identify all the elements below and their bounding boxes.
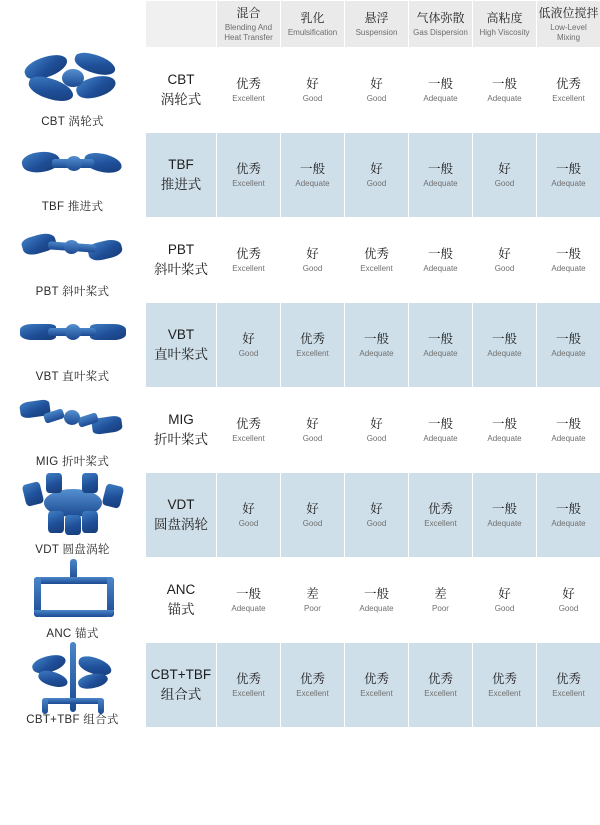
rating-cell: [281, 558, 345, 643]
row-label-line2: 推进式: [160, 177, 202, 192]
rating-cell: [281, 133, 345, 218]
rating-cell: [537, 558, 600, 643]
column-header-en: Blending And Heat Transfer: [224, 22, 273, 42]
rating-cell: [473, 643, 537, 728]
rating-cell: [217, 48, 281, 133]
rating-en: Good: [366, 519, 387, 528]
column-header-emulsification: [281, 1, 345, 48]
rating-cn: 优秀: [491, 672, 517, 686]
rating-cn: 一般: [491, 77, 517, 91]
rating-cn: 优秀: [235, 162, 261, 176]
impeller-caption: CBT+TBF 组合式: [26, 714, 119, 726]
table-row: [146, 218, 600, 303]
rating-en: Adequate: [551, 519, 586, 528]
rating-cell: [281, 643, 345, 728]
impeller-cell-tbf: [0, 132, 145, 217]
rating-en: Adequate: [551, 179, 586, 188]
row-label-vdt: [146, 473, 217, 558]
rating-cn: 一般: [427, 247, 453, 261]
impeller-caption: VDT 圆盘涡轮: [35, 543, 110, 556]
row-label-line2: 圆盘涡轮: [154, 517, 208, 532]
rating-cell: [345, 133, 409, 218]
rating-cn: 一般: [427, 332, 453, 346]
rating-cn: 优秀: [363, 672, 389, 686]
rating-cell: [473, 388, 537, 473]
rating-cn: 优秀: [235, 77, 261, 91]
rating-cell: [281, 218, 345, 303]
rating-cell: [473, 473, 537, 558]
column-header-cn: 乳化: [300, 10, 325, 25]
rating-cn: 优秀: [555, 672, 581, 686]
row-label-line2: 斜叶桨式: [154, 262, 208, 277]
rating-en: Good: [302, 264, 323, 273]
table-row: [146, 48, 600, 133]
row-label-cbt: [146, 48, 217, 133]
rating-en: Poor: [432, 604, 449, 613]
rating-cell: [345, 303, 409, 388]
rating-cn: 一般: [555, 417, 581, 431]
rating-en: Adequate: [487, 519, 522, 528]
rating-cell: [537, 48, 600, 133]
rating-en: Good: [302, 94, 323, 103]
rating-cn: 优秀: [555, 77, 581, 91]
rating-en: Good: [494, 604, 515, 613]
rating-cell: [409, 473, 473, 558]
rating-cell: [473, 133, 537, 218]
rating-cell: [281, 303, 345, 388]
table-row: [146, 388, 600, 473]
impeller-cell-cbt-tbf: [0, 642, 145, 727]
rating-en: Excellent: [232, 94, 265, 103]
rating-cn: 一般: [491, 502, 517, 516]
rating-cn: 好: [370, 502, 383, 516]
rating-cn: 差: [434, 587, 447, 601]
rating-cn: 一般: [555, 247, 581, 261]
table-row: [146, 133, 600, 218]
rating-en: Good: [302, 519, 323, 528]
column-header-en: Emulsification: [287, 27, 338, 37]
row-label-line2: 涡轮式: [160, 92, 202, 107]
rating-cell: [409, 303, 473, 388]
row-label-cbt-tbf: [146, 643, 217, 728]
rating-cn: 一般: [299, 162, 325, 176]
impeller-comparison-table: [145, 0, 600, 728]
rating-en: Excellent: [360, 264, 393, 273]
rating-cell: [217, 388, 281, 473]
rating-cell: [537, 218, 600, 303]
impeller-caption: CBT 涡轮式: [41, 115, 104, 128]
rating-en: Good: [494, 264, 515, 273]
rating-en: Adequate: [359, 604, 394, 613]
row-label-line2: 锚式: [167, 602, 195, 617]
rating-cn: 好: [370, 417, 383, 431]
rating-en: Excellent: [232, 179, 265, 188]
row-label-vbt: [146, 303, 217, 388]
rating-cn: 优秀: [299, 332, 325, 346]
rating-en: Good: [238, 349, 259, 358]
rating-en: Adequate: [423, 349, 458, 358]
rating-cn: 一般: [363, 587, 389, 601]
rating-en: Excellent: [488, 689, 521, 698]
rating-en: Poor: [304, 604, 321, 613]
table-corner-cell: [146, 1, 217, 48]
column-header-low-level-mixing: [537, 1, 600, 48]
rating-cell: [217, 218, 281, 303]
row-label-line1: VDT: [167, 497, 195, 512]
rating-en: Adequate: [359, 349, 394, 358]
rating-cn: 一般: [491, 332, 517, 346]
rating-en: Adequate: [551, 434, 586, 443]
rating-cell: [217, 133, 281, 218]
cbt-tbf-combined-impeller-icon: [18, 642, 128, 705]
rating-cell: [217, 303, 281, 388]
table-body: [146, 48, 600, 728]
row-label-tbf: [146, 133, 217, 218]
rating-cn: 一般: [555, 162, 581, 176]
rating-cell: [537, 473, 600, 558]
row-label-mig: [146, 388, 217, 473]
rating-cell: [217, 473, 281, 558]
row-label-line1: VBT: [167, 327, 195, 342]
rating-cn: 好: [498, 247, 511, 261]
rating-cn: 好: [370, 162, 383, 176]
rating-en: Excellent: [424, 689, 457, 698]
row-label-line1: TBF: [168, 157, 194, 172]
column-header-gas-dispersion: [409, 1, 473, 48]
rating-en: Good: [302, 434, 323, 443]
pbt-pitched-blade-impeller-icon: [18, 221, 128, 277]
column-header-en: Gas Dispersion: [413, 27, 468, 37]
column-header-suspension: [345, 1, 409, 48]
rating-cell: [217, 558, 281, 643]
rating-cell: [473, 303, 537, 388]
impeller-caption: PBT 斜叶桨式: [35, 285, 110, 298]
row-label-line1: PBT: [167, 242, 195, 257]
impeller-caption: VBT 直叶桨式: [35, 370, 110, 383]
impeller-cell-mig: [0, 387, 145, 472]
rating-cn: 差: [306, 587, 319, 601]
rating-cell: [217, 643, 281, 728]
rating-cell: [345, 48, 409, 133]
rating-cn: 一般: [427, 77, 453, 91]
rating-en: Adequate: [295, 179, 330, 188]
rating-cn: 优秀: [427, 672, 453, 686]
column-header-en: Suspension: [355, 27, 398, 37]
rating-cell: [537, 388, 600, 473]
table-row: [146, 643, 600, 728]
rating-cell: [473, 218, 537, 303]
rating-en: Adequate: [487, 349, 522, 358]
rating-cn: 好: [562, 587, 575, 601]
impeller-cell-anc: [0, 557, 145, 642]
column-header-cn: 高粘度: [486, 10, 523, 25]
rating-cn: 一般: [235, 587, 261, 601]
column-header-cn: 混合: [236, 5, 261, 20]
impeller-caption: TBF 推进式: [41, 200, 104, 213]
column-header-cn: 气体弥散: [416, 10, 465, 25]
rating-cell: [537, 643, 600, 728]
column-header-cn: 悬浮: [364, 10, 389, 25]
rating-en: Excellent: [552, 94, 585, 103]
rating-cn: 一般: [427, 417, 453, 431]
rating-cn: 一般: [427, 162, 453, 176]
rating-cell: [409, 218, 473, 303]
rating-en: Adequate: [423, 434, 458, 443]
rating-cell: [345, 558, 409, 643]
row-label-line2: 组合式: [160, 687, 202, 702]
image-column-header-spacer: [0, 0, 145, 47]
rating-en: Adequate: [423, 179, 458, 188]
rating-en: Good: [558, 604, 579, 613]
row-label-line2: 直叶桨式: [154, 347, 208, 362]
column-header-en: Low-Level Mixing: [550, 22, 587, 42]
rating-en: Good: [366, 434, 387, 443]
table-header: [146, 1, 600, 48]
row-label-line1: CBT: [167, 72, 195, 87]
rating-en: Adequate: [423, 264, 458, 273]
impeller-cell-vbt: [0, 302, 145, 387]
rating-en: Excellent: [232, 434, 265, 443]
rating-cn: 好: [306, 502, 319, 516]
rating-en: Excellent: [552, 689, 585, 698]
rating-cn: 优秀: [235, 417, 261, 431]
rating-cell: [409, 388, 473, 473]
rating-cn: 好: [370, 77, 383, 91]
row-label-line1: CBT+TBF: [150, 667, 212, 682]
table-row: [146, 558, 600, 643]
rating-en: Excellent: [424, 519, 457, 528]
rating-en: Good: [366, 179, 387, 188]
rating-en: Good: [238, 519, 259, 528]
rating-cell: [409, 133, 473, 218]
rating-cell: [409, 643, 473, 728]
cbt-turbine-impeller-icon: [18, 51, 128, 107]
anc-anchor-impeller-icon: [18, 559, 128, 619]
rating-cn: 好: [242, 332, 255, 346]
rating-en: Good: [366, 94, 387, 103]
rating-cell: [345, 218, 409, 303]
rating-cn: 好: [498, 587, 511, 601]
tbf-propeller-impeller-icon: [18, 136, 128, 192]
impeller-cell-pbt: [0, 217, 145, 302]
table-row: [146, 303, 600, 388]
rating-en: Adequate: [487, 434, 522, 443]
rating-cn: 一般: [491, 417, 517, 431]
rating-en: Excellent: [232, 689, 265, 698]
rating-cn: 好: [306, 77, 319, 91]
rating-cn: 好: [306, 247, 319, 261]
rating-cell: [281, 388, 345, 473]
column-header-high-viscosity: [473, 1, 537, 48]
column-header-en: High Viscosity: [479, 27, 530, 37]
impeller-cell-vdt: [0, 472, 145, 557]
rating-cell: [345, 388, 409, 473]
vdt-disc-turbine-impeller-icon: [18, 473, 128, 535]
rating-cn: 好: [242, 502, 255, 516]
rating-en: Excellent: [296, 349, 329, 358]
rating-cell: [409, 558, 473, 643]
row-label-line1: MIG: [168, 412, 194, 427]
rating-cell: [409, 48, 473, 133]
rating-en: Excellent: [232, 264, 265, 273]
rating-cn: 一般: [555, 332, 581, 346]
rating-cell: [281, 473, 345, 558]
rating-cell: [281, 48, 345, 133]
rating-en: Excellent: [360, 689, 393, 698]
row-label-line2: 折叶桨式: [154, 432, 208, 447]
rating-cell: [345, 473, 409, 558]
rating-en: Good: [494, 179, 515, 188]
rating-cn: 好: [498, 162, 511, 176]
mig-folded-blade-impeller-icon: [18, 391, 128, 447]
rating-cell: [537, 303, 600, 388]
rating-cn: 优秀: [299, 672, 325, 686]
rating-en: Excellent: [296, 689, 329, 698]
rating-cn: 好: [306, 417, 319, 431]
rating-cell: [537, 133, 600, 218]
impeller-caption: MIG 折叶桨式: [35, 455, 110, 468]
impeller-caption: ANC 锚式: [46, 627, 99, 640]
column-header-mixing: [217, 1, 281, 48]
table-row: [146, 473, 600, 558]
rating-cn: 优秀: [235, 672, 261, 686]
rating-cn: 一般: [363, 332, 389, 346]
rating-en: Adequate: [423, 94, 458, 103]
vbt-flat-blade-impeller-icon: [18, 306, 128, 362]
impeller-cell-cbt: [0, 47, 145, 132]
rating-cn: 优秀: [235, 247, 261, 261]
rating-cn: 优秀: [427, 502, 453, 516]
rating-en: Adequate: [551, 264, 586, 273]
rating-en: Adequate: [487, 94, 522, 103]
impeller-image-column: [0, 0, 145, 825]
row-label-pbt: [146, 218, 217, 303]
rating-cell: [345, 643, 409, 728]
rating-en: Adequate: [231, 604, 266, 613]
rating-cn: 一般: [555, 502, 581, 516]
row-label-anc: [146, 558, 217, 643]
rating-en: Adequate: [551, 349, 586, 358]
row-label-line1: ANC: [166, 582, 196, 597]
rating-cn: 优秀: [363, 247, 389, 261]
rating-cell: [473, 48, 537, 133]
column-header-cn: 低液位搅拌: [538, 5, 599, 20]
rating-cell: [473, 558, 537, 643]
